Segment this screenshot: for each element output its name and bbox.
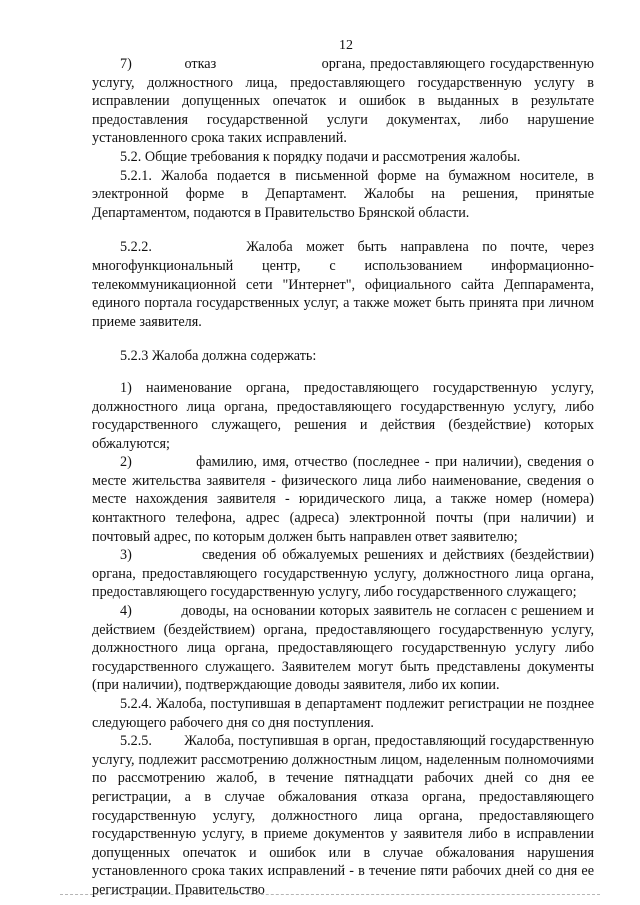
paragraph-5-2: 5.2. Общие требования к порядку подачи и рассмотрения жалобы. — [120, 148, 521, 165]
paragraph-5-2-2: 5.2.2. Жалоба может быть направлена по почте, через многофункциональный центр, с использованием информационно-телекоммуникационной сети "Интернет", официального сайта Деппарамента, единого портала государственных услуг, а также может быть принята при личном приеме заявителя. — [92, 239, 594, 330]
paragraph-5-2-5: 5.2.5. Жалоба, поступившая в орган, предоставляющий государственную услугу, подлежит рассмотрению должностным лицом, наделенным полномочиями по рассмотрению жалоб, в течение пятнадцати рабочих дней со дня ее регистрации, а в случае обжалования отказа органа, предоставляющего государственную услугу, должностного лица органа, предоставляющего государственную услугу, в приеме документов у заявителя либо в исправлении допущенных опечаток и ошибок или в случае обжалования нарушения установленного срока таких исправлений - в течение пяти рабочих дней со дня ее регистрации. Правительство — [92, 733, 594, 898]
paragraph-list-2: 2) фамилию, имя, отчество (последнее - при наличии), сведения о месте жительства заявителя - физического лица либо наименование, сведения о месте нахождения заявителя - юридического лица, а также номер (номера) контактного телефона, адрес (адреса) электронной почты (при наличии) и почтовый адрес, по которым должен быть направлен ответ заявителю; — [92, 454, 594, 545]
paragraph-list-3: 3) сведения об обжалуемых решениях и действиях (бездействии) органа, предоставляющего государственную услугу, должностного лица органа, предоставляющего государственную услугу, либо государственного служащего; — [92, 547, 594, 601]
paragraph-5-2-4: 5.2.4. Жалоба, поступившая в департамент подлежит регистрации не позднее следующего рабочего дня со дня поступления. — [92, 696, 594, 731]
page-number: 12 — [339, 38, 353, 53]
paragraph-list-4: 4) доводы, на основании которых заявитель не согласен с решением и действием (бездействием) органа, предоставляющего государственную услугу, должностного лица органа, предоставляющего государственную услугу либо государственного служащего. Заявителем могут быть представлены документы (при наличии), подтверждающие доводы заявителя, либо их копии. — [92, 603, 594, 694]
paragraph-list-1: 1) наименование органа, предоставляющего государственную услугу, должностного лица органа, предоставляющего государственную услугу, либо государственного служащего, решения и действия (бездействие) которых обжалуются; — [92, 379, 594, 452]
scan-artifact-line — [60, 894, 600, 896]
paragraph-5-2-1: 5.2.1. Жалоба подается в письменной форме на бумажном носителе, в электронной форме в Департамент. Жалобы на решения, принятые Департаментом, подаются в Правительство Брянской области. — [92, 167, 594, 221]
document-body — [92, 55, 594, 900]
paragraph-5-2-3: 5.2.3 Жалоба должна содержать: — [120, 348, 317, 365]
paragraph-item-7: 7) отказ органа, предоставляющего государственную услугу, должностного лица, предоставляющего государственную услугу в исправлении допущенных опечаток и ошибок в выданных в результате предоставления государственной услуги документах, либо нарушение установленного срока таких исправлений. — [92, 56, 594, 147]
